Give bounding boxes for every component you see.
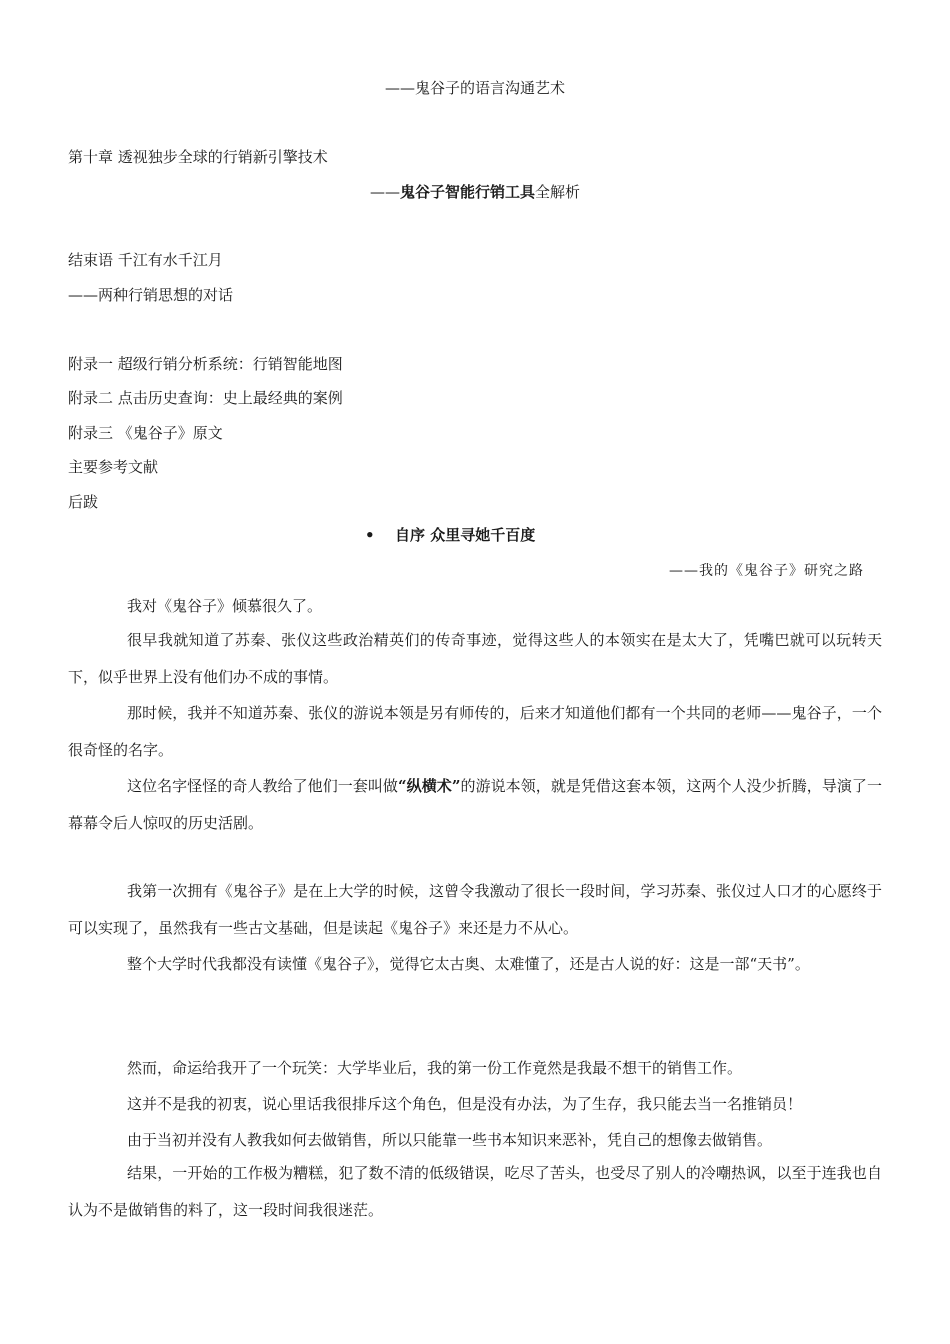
toc-ch10-sub-suffix: 全解析 (535, 183, 581, 201)
toc-ch10-sub-bold: 鬼谷子智能行销工具 (399, 183, 535, 201)
preface-p4-start: 这位名字怪怪的奇人教给了他们一套叫做 (127, 777, 398, 795)
preface-paragraph-9: 由于当初并没有人教我如何去做销售，所以只能靠一些书本知识来恶补，凭自己的想像去做销售。 (127, 1131, 773, 1149)
preface-paragraph-5: 我第一次拥有《鬼谷子》是在上大学的时候，这曾令我激动了很长一段时间，学习苏秦、张仪过人口才的心愿终于可以实现了，虽然我有一些古文基础，但是读起《鬼谷子》来还是力不从心。 (68, 882, 882, 937)
bullet-icon: • (365, 526, 375, 544)
preface-paragraph-7: 然而，命运给我开了一个玩笑：大学毕业后，我的第一份工作竟然是我最不想干的销售工作。 (127, 1059, 743, 1077)
toc-appendix-2: 附录二 点击历史查询：史上最经典的案例 (68, 389, 343, 407)
preface-paragraph-1: 我对《鬼谷子》倾慕很久了。 (127, 597, 323, 615)
preface-paragraph-2: 很早我就知道了苏秦、张仪这些政治精英们的传奇事迹，觉得这些人的本领实在是太大了，凭嘴巴就可以玩转天下，似乎世界上没有他们办不成的事情。 (68, 631, 882, 686)
toc-ch10-sub-prefix: —— (369, 183, 400, 201)
toc-references: 主要参考文献 (68, 458, 159, 476)
toc-afterword: 后跋 (68, 493, 99, 511)
toc-appendix-3: 附录三 《鬼谷子》原文 (68, 424, 223, 442)
preface-subtitle: ——我的《鬼谷子》研究之路 (669, 563, 864, 579)
toc-epilogue-subtitle: ——两种行销思想的对话 (68, 286, 234, 304)
toc-ch10-title: 第十章 透视独步全球的行销新引擎技术 (68, 148, 328, 166)
toc-epilogue-title: 结束语 千江有水千江月 (68, 251, 223, 269)
preface-paragraph-4 (68, 768, 882, 842)
preface-paragraph-10: 结果，一开始的工作极为糟糕，犯了数不清的低级错误，吃尽了苦头，也受尽了别人的冷嘲热讽，以至于连我也自认为不是做销售的料了，这一段时间我很迷茫。 (68, 1164, 882, 1219)
preface-p4-end: 的游说本领，就是凭借这套本领，这两个人没少折腾，导演了一幕幕令后人惊叹的历史活剧。 (68, 777, 882, 832)
preface-title (365, 525, 535, 545)
toc-appendix-1: 附录一 超级行销分析系统：行销智能地图 (68, 355, 343, 373)
preface-title-text: 自序 众里寻她千百度 (395, 526, 536, 544)
toc-ch9-subtitle: ——鬼谷子的语言沟通艺术 (384, 79, 565, 97)
preface-paragraph-3: 那时候，我并不知道苏秦、张仪的游说本领是另有师传的，后来才知道他们都有一个共同的老师——鬼谷子，一个很奇怪的名字。 (68, 704, 882, 759)
preface-paragraph-8: 这并不是我的初衷，说心里话我很排斥这个角色，但是没有办法，为了生存，我只能去当一名推销员！ (127, 1095, 803, 1113)
toc-ch10-subtitle (0, 182, 950, 202)
preface-p4-bold-term: “纵横术” (397, 777, 461, 795)
preface-paragraph-6: 整个大学时代我都没有读懂《鬼谷子》，觉得它太古奥、太难懂了，还是古人说的好：这是一部“天书”。 (127, 955, 810, 973)
